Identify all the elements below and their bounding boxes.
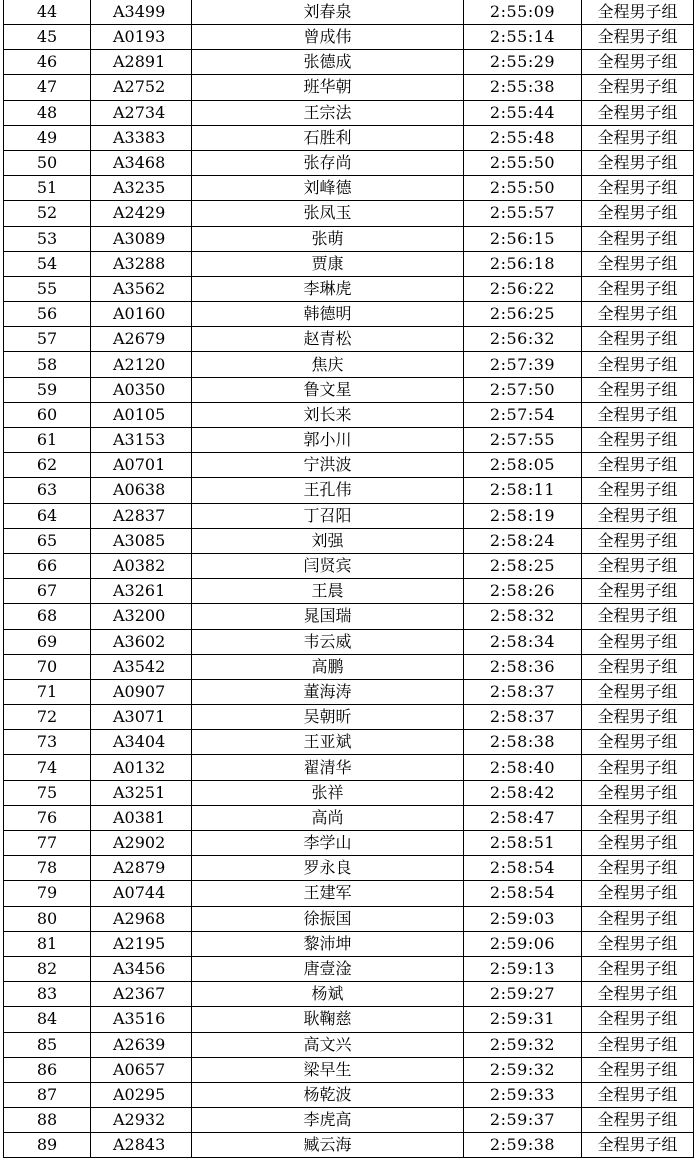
rank-cell: 73 (4, 730, 91, 755)
rank-cell: 49 (4, 125, 91, 150)
rank-cell: 82 (4, 956, 91, 981)
runner-name-cell: 高文兴 (192, 1032, 464, 1057)
runner-name-cell: 张祥 (192, 780, 464, 805)
group-cell: 全程男子组 (582, 679, 694, 704)
bib-number-cell: A2195 (91, 931, 192, 956)
rank-cell: 62 (4, 453, 91, 478)
rank-cell: 50 (4, 150, 91, 175)
rank-cell: 54 (4, 251, 91, 276)
rank-cell: 88 (4, 1108, 91, 1133)
bib-number-cell: A3404 (91, 730, 192, 755)
group-cell: 全程男子组 (582, 856, 694, 881)
group-cell: 全程男子组 (582, 478, 694, 503)
table-row (4, 327, 694, 352)
bib-number-cell: A2679 (91, 327, 192, 352)
finish-time-cell: 2:59:33 (464, 1082, 582, 1107)
finish-time-cell: 2:58:34 (464, 629, 582, 654)
runner-name-cell: 闫贤宾 (192, 553, 464, 578)
rank-cell: 76 (4, 805, 91, 830)
group-cell: 全程男子组 (582, 201, 694, 226)
finish-time-cell: 2:57:39 (464, 352, 582, 377)
group-cell: 全程男子组 (582, 1108, 694, 1133)
group-cell: 全程男子组 (582, 629, 694, 654)
group-cell: 全程男子组 (582, 503, 694, 528)
runner-name-cell: 臧云海 (192, 1133, 464, 1158)
runner-name-cell: 刘强 (192, 528, 464, 553)
rank-cell: 46 (4, 50, 91, 75)
table-row (4, 0, 694, 25)
group-cell: 全程男子组 (582, 377, 694, 402)
runner-name-cell: 王建军 (192, 881, 464, 906)
finish-time-cell: 2:58:38 (464, 730, 582, 755)
finish-time-cell: 2:58:19 (464, 503, 582, 528)
finish-time-cell: 2:57:55 (464, 428, 582, 453)
bib-number-cell: A2639 (91, 1032, 192, 1057)
runner-name-cell: 翟清华 (192, 755, 464, 780)
table-row (4, 931, 694, 956)
runner-name-cell: 晁国瑞 (192, 604, 464, 629)
bib-number-cell: A0907 (91, 679, 192, 704)
bib-number-cell: A2932 (91, 1108, 192, 1133)
runner-name-cell: 董海涛 (192, 679, 464, 704)
finish-time-cell: 2:59:06 (464, 931, 582, 956)
runner-name-cell: 张凤玉 (192, 201, 464, 226)
group-cell: 全程男子组 (582, 50, 694, 75)
table-row (4, 251, 694, 276)
bib-number-cell: A3085 (91, 528, 192, 553)
rank-cell: 63 (4, 478, 91, 503)
group-cell: 全程男子组 (582, 906, 694, 931)
group-cell: 全程男子组 (582, 352, 694, 377)
finish-time-cell: 2:55:29 (464, 50, 582, 75)
rank-cell: 48 (4, 100, 91, 125)
table-row (4, 352, 694, 377)
group-cell: 全程男子组 (582, 276, 694, 301)
bib-number-cell: A3251 (91, 780, 192, 805)
runner-name-cell: 耿鞠慈 (192, 1007, 464, 1032)
bib-number-cell: A3468 (91, 150, 192, 175)
group-cell: 全程男子组 (582, 1082, 694, 1107)
rank-cell: 55 (4, 276, 91, 301)
finish-time-cell: 2:56:32 (464, 327, 582, 352)
table-row (4, 679, 694, 704)
table-row (4, 604, 694, 629)
bib-number-cell: A2891 (91, 50, 192, 75)
bib-number-cell: A0160 (91, 302, 192, 327)
group-cell: 全程男子组 (582, 125, 694, 150)
bib-number-cell: A3602 (91, 629, 192, 654)
runner-name-cell: 吴朝昕 (192, 705, 464, 730)
runner-name-cell: 刘长来 (192, 402, 464, 427)
rank-cell: 75 (4, 780, 91, 805)
group-cell: 全程男子组 (582, 402, 694, 427)
bib-number-cell: A3516 (91, 1007, 192, 1032)
finish-time-cell: 2:56:25 (464, 302, 582, 327)
table-row (4, 755, 694, 780)
bib-number-cell: A2879 (91, 856, 192, 881)
finish-time-cell: 2:59:03 (464, 906, 582, 931)
table-row (4, 276, 694, 301)
rank-cell: 70 (4, 654, 91, 679)
group-cell: 全程男子组 (582, 755, 694, 780)
group-cell: 全程男子组 (582, 1007, 694, 1032)
finish-time-cell: 2:55:14 (464, 25, 582, 50)
rank-cell: 47 (4, 75, 91, 100)
group-cell: 全程男子组 (582, 1032, 694, 1057)
finish-time-cell: 2:55:50 (464, 150, 582, 175)
runner-name-cell: 王晨 (192, 579, 464, 604)
bib-number-cell: A3235 (91, 176, 192, 201)
bib-number-cell: A3089 (91, 226, 192, 251)
finish-time-cell: 2:57:50 (464, 377, 582, 402)
rank-cell: 71 (4, 679, 91, 704)
runner-name-cell: 刘峰德 (192, 176, 464, 201)
table-row (4, 478, 694, 503)
bib-number-cell: A3200 (91, 604, 192, 629)
rank-cell: 64 (4, 503, 91, 528)
bib-number-cell: A2367 (91, 982, 192, 1007)
bib-number-cell: A3562 (91, 276, 192, 301)
runner-name-cell: 王宗法 (192, 100, 464, 125)
bib-number-cell: A0744 (91, 881, 192, 906)
group-cell: 全程男子组 (582, 0, 694, 25)
runner-name-cell: 鲁文星 (192, 377, 464, 402)
group-cell: 全程男子组 (582, 956, 694, 981)
runner-name-cell: 张萌 (192, 226, 464, 251)
rank-cell: 51 (4, 176, 91, 201)
bib-number-cell: A0193 (91, 25, 192, 50)
finish-time-cell: 2:58:37 (464, 679, 582, 704)
bib-number-cell: A0382 (91, 553, 192, 578)
finish-time-cell: 2:55:09 (464, 0, 582, 25)
table-row (4, 831, 694, 856)
group-cell: 全程男子组 (582, 604, 694, 629)
rank-cell: 86 (4, 1057, 91, 1082)
table-row (4, 780, 694, 805)
runner-name-cell: 郭小川 (192, 428, 464, 453)
group-cell: 全程男子组 (582, 453, 694, 478)
rank-cell: 78 (4, 856, 91, 881)
finish-time-cell: 2:59:37 (464, 1108, 582, 1133)
rank-cell: 67 (4, 579, 91, 604)
bib-number-cell: A0350 (91, 377, 192, 402)
finish-time-cell: 2:59:32 (464, 1057, 582, 1082)
runner-name-cell: 韦云威 (192, 629, 464, 654)
table-row (4, 25, 694, 50)
table-row (4, 125, 694, 150)
rank-cell: 53 (4, 226, 91, 251)
table-row (4, 553, 694, 578)
runner-name-cell: 李琳虎 (192, 276, 464, 301)
table-row (4, 402, 694, 427)
bib-number-cell: A2734 (91, 100, 192, 125)
rank-cell: 52 (4, 201, 91, 226)
runner-name-cell: 丁召阳 (192, 503, 464, 528)
runner-name-cell: 班华朝 (192, 75, 464, 100)
finish-time-cell: 2:55:50 (464, 176, 582, 201)
table-row (4, 150, 694, 175)
rank-cell: 74 (4, 755, 91, 780)
finish-time-cell: 2:58:54 (464, 856, 582, 881)
results-table (3, 0, 694, 1158)
runner-name-cell: 梁早生 (192, 1057, 464, 1082)
finish-time-cell: 2:57:54 (464, 402, 582, 427)
rank-cell: 44 (4, 0, 91, 25)
rank-cell: 84 (4, 1007, 91, 1032)
group-cell: 全程男子组 (582, 931, 694, 956)
group-cell: 全程男子组 (582, 100, 694, 125)
bib-number-cell: A0701 (91, 453, 192, 478)
runner-name-cell: 石胜利 (192, 125, 464, 150)
rank-cell: 56 (4, 302, 91, 327)
bib-number-cell: A0295 (91, 1082, 192, 1107)
finish-time-cell: 2:58:11 (464, 478, 582, 503)
table-row (4, 100, 694, 125)
bib-number-cell: A2752 (91, 75, 192, 100)
bib-number-cell: A3542 (91, 654, 192, 679)
runner-name-cell: 刘春泉 (192, 0, 464, 25)
bib-number-cell: A0105 (91, 402, 192, 427)
group-cell: 全程男子组 (582, 302, 694, 327)
finish-time-cell: 2:55:48 (464, 125, 582, 150)
bib-number-cell: A3499 (91, 0, 192, 25)
group-cell: 全程男子组 (582, 428, 694, 453)
table-row (4, 1133, 694, 1158)
rank-cell: 61 (4, 428, 91, 453)
table-row (4, 528, 694, 553)
finish-time-cell: 2:58:51 (464, 831, 582, 856)
runner-name-cell: 罗永良 (192, 856, 464, 881)
table-row (4, 176, 694, 201)
table-row (4, 377, 694, 402)
runner-name-cell: 黎沛坤 (192, 931, 464, 956)
group-cell: 全程男子组 (582, 780, 694, 805)
rank-cell: 68 (4, 604, 91, 629)
finish-time-cell: 2:58:42 (464, 780, 582, 805)
results-table-body (4, 0, 694, 1158)
group-cell: 全程男子组 (582, 730, 694, 755)
rank-cell: 45 (4, 25, 91, 50)
rank-cell: 59 (4, 377, 91, 402)
group-cell: 全程男子组 (582, 1133, 694, 1158)
finish-time-cell: 2:55:44 (464, 100, 582, 125)
table-row (4, 654, 694, 679)
finish-time-cell: 2:59:38 (464, 1133, 582, 1158)
bib-number-cell: A3456 (91, 956, 192, 981)
group-cell: 全程男子组 (582, 982, 694, 1007)
bib-number-cell: A2120 (91, 352, 192, 377)
rank-cell: 80 (4, 906, 91, 931)
bib-number-cell: A2837 (91, 503, 192, 528)
bib-number-cell: A3153 (91, 428, 192, 453)
finish-time-cell: 2:58:25 (464, 553, 582, 578)
bib-number-cell: A3261 (91, 579, 192, 604)
runner-name-cell: 王孔伟 (192, 478, 464, 503)
table-row (4, 1032, 694, 1057)
runner-name-cell: 宁洪波 (192, 453, 464, 478)
group-cell: 全程男子组 (582, 1057, 694, 1082)
table-row (4, 50, 694, 75)
group-cell: 全程男子组 (582, 226, 694, 251)
rank-cell: 65 (4, 528, 91, 553)
finish-time-cell: 2:59:31 (464, 1007, 582, 1032)
rank-cell: 69 (4, 629, 91, 654)
table-row (4, 302, 694, 327)
runner-name-cell: 杨乾波 (192, 1082, 464, 1107)
rank-cell: 79 (4, 881, 91, 906)
table-row (4, 453, 694, 478)
finish-time-cell: 2:59:27 (464, 982, 582, 1007)
rank-cell: 87 (4, 1082, 91, 1107)
table-row (4, 579, 694, 604)
rank-cell: 60 (4, 402, 91, 427)
bib-number-cell: A0381 (91, 805, 192, 830)
rank-cell: 81 (4, 931, 91, 956)
finish-time-cell: 2:55:38 (464, 75, 582, 100)
group-cell: 全程男子组 (582, 654, 694, 679)
group-cell: 全程男子组 (582, 831, 694, 856)
rank-cell: 57 (4, 327, 91, 352)
table-row (4, 982, 694, 1007)
runner-name-cell: 李学山 (192, 831, 464, 856)
table-row (4, 730, 694, 755)
finish-time-cell: 2:56:18 (464, 251, 582, 276)
runner-name-cell: 贾康 (192, 251, 464, 276)
group-cell: 全程男子组 (582, 579, 694, 604)
finish-time-cell: 2:56:15 (464, 226, 582, 251)
group-cell: 全程男子组 (582, 25, 694, 50)
rank-cell: 85 (4, 1032, 91, 1057)
bib-number-cell: A3071 (91, 705, 192, 730)
runner-name-cell: 焦庆 (192, 352, 464, 377)
bib-number-cell: A3288 (91, 251, 192, 276)
runner-name-cell: 韩德明 (192, 302, 464, 327)
finish-time-cell: 2:56:22 (464, 276, 582, 301)
table-row (4, 428, 694, 453)
finish-time-cell: 2:58:24 (464, 528, 582, 553)
finish-time-cell: 2:55:57 (464, 201, 582, 226)
bib-number-cell: A2902 (91, 831, 192, 856)
bib-number-cell: A2429 (91, 201, 192, 226)
table-row (4, 629, 694, 654)
table-row (4, 201, 694, 226)
table-row (4, 75, 694, 100)
runner-name-cell: 徐振国 (192, 906, 464, 931)
group-cell: 全程男子组 (582, 528, 694, 553)
finish-time-cell: 2:58:40 (464, 755, 582, 780)
finish-time-cell: 2:58:32 (464, 604, 582, 629)
table-row (4, 226, 694, 251)
runner-name-cell: 赵青松 (192, 327, 464, 352)
bib-number-cell: A0657 (91, 1057, 192, 1082)
table-row (4, 1057, 694, 1082)
finish-time-cell: 2:58:37 (464, 705, 582, 730)
group-cell: 全程男子组 (582, 805, 694, 830)
table-row (4, 1007, 694, 1032)
group-cell: 全程男子组 (582, 553, 694, 578)
rank-cell: 72 (4, 705, 91, 730)
group-cell: 全程男子组 (582, 251, 694, 276)
rank-cell: 66 (4, 553, 91, 578)
runner-name-cell: 王亚斌 (192, 730, 464, 755)
table-row (4, 705, 694, 730)
bib-number-cell: A0132 (91, 755, 192, 780)
table-row (4, 503, 694, 528)
runner-name-cell: 张存尚 (192, 150, 464, 175)
table-row (4, 956, 694, 981)
finish-time-cell: 2:58:05 (464, 453, 582, 478)
group-cell: 全程男子组 (582, 327, 694, 352)
group-cell: 全程男子组 (582, 881, 694, 906)
group-cell: 全程男子组 (582, 75, 694, 100)
finish-time-cell: 2:59:32 (464, 1032, 582, 1057)
bib-number-cell: A2843 (91, 1133, 192, 1158)
table-row (4, 906, 694, 931)
group-cell: 全程男子组 (582, 150, 694, 175)
runner-name-cell: 李虎高 (192, 1108, 464, 1133)
finish-time-cell: 2:58:54 (464, 881, 582, 906)
runner-name-cell: 唐壹淦 (192, 956, 464, 981)
finish-time-cell: 2:58:36 (464, 654, 582, 679)
runner-name-cell: 高鹏 (192, 654, 464, 679)
table-row (4, 856, 694, 881)
finish-time-cell: 2:59:13 (464, 956, 582, 981)
bib-number-cell: A3383 (91, 125, 192, 150)
rank-cell: 83 (4, 982, 91, 1007)
table-row (4, 805, 694, 830)
runner-name-cell: 曾成伟 (192, 25, 464, 50)
rank-cell: 58 (4, 352, 91, 377)
runner-name-cell: 高尚 (192, 805, 464, 830)
runner-name-cell: 张德成 (192, 50, 464, 75)
finish-time-cell: 2:58:26 (464, 579, 582, 604)
table-row (4, 1108, 694, 1133)
rank-cell: 77 (4, 831, 91, 856)
group-cell: 全程男子组 (582, 176, 694, 201)
group-cell: 全程男子组 (582, 705, 694, 730)
finish-time-cell: 2:58:47 (464, 805, 582, 830)
runner-name-cell: 杨斌 (192, 982, 464, 1007)
bib-number-cell: A2968 (91, 906, 192, 931)
bib-number-cell: A0638 (91, 478, 192, 503)
rank-cell: 89 (4, 1133, 91, 1158)
table-row (4, 1082, 694, 1107)
table-row (4, 881, 694, 906)
